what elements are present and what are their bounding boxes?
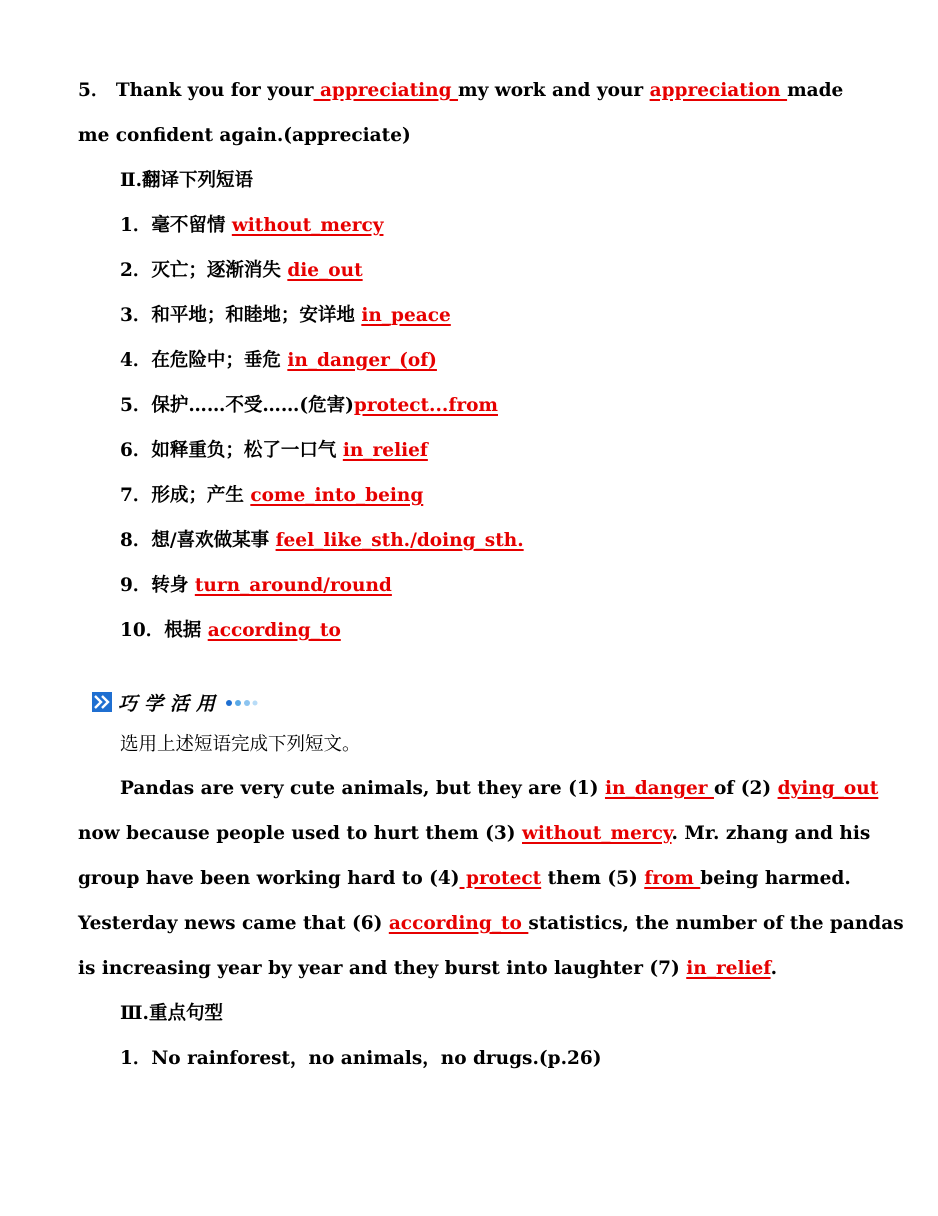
phrase-item (120, 256, 363, 286)
phrase-item (120, 301, 451, 331)
chinese-phrase: 想/喜欢做某事 (151, 530, 276, 551)
blank-2: dying_out (777, 778, 879, 799)
phrase-item (120, 211, 383, 241)
item-5-line-1 (78, 76, 844, 106)
english-answer: in_relief (342, 440, 428, 461)
phrase-item (120, 526, 524, 556)
sentence-text: Thank you for your (115, 80, 314, 101)
chinese-phrase: 毫不留情 (151, 215, 232, 236)
passage-text: Yesterday news came that (6) (78, 913, 383, 934)
item-number: 9． (120, 575, 152, 596)
chinese-phrase: 根据 (164, 620, 208, 641)
item-5-line-2: me confident again.(appreciate) (78, 125, 411, 146)
chinese-phrase: 灭亡；逐渐消失 (151, 260, 288, 281)
sentence-text: No rainforest，no animals，no drugs.(p.26) (151, 1048, 602, 1069)
english-answer: in_peace (361, 305, 451, 326)
dots-icon (224, 696, 260, 708)
blank-6: according_to (388, 913, 529, 934)
passage-text: . (770, 958, 778, 979)
chinese-phrase: 在危险中；垂危 (151, 350, 288, 371)
phrase-item (120, 346, 437, 376)
item-number: 7． (120, 485, 152, 506)
english-answer: in_danger_(of) (287, 350, 437, 371)
item-number: 2． (120, 260, 152, 281)
english-answer: protect...from (353, 395, 498, 416)
item-number: 6． (120, 440, 152, 461)
phrase-item (120, 481, 423, 511)
section-heading-2: Ⅱ.翻译下列短语 (120, 170, 254, 191)
chinese-phrase: 和平地；和睦地；安详地 (151, 305, 362, 326)
passage-text: . Mr. zhang and his (671, 823, 871, 844)
passage-line-1 (78, 774, 879, 804)
phrase-item (120, 391, 498, 421)
passage-text: being harmed. (700, 868, 851, 889)
english-answer: feel_like_sth./doing_sth. (275, 530, 524, 551)
passage-line-3 (78, 864, 851, 894)
chinese-phrase: 转身 (151, 575, 195, 596)
chinese-phrase: 如释重负；松了一口气 (151, 440, 343, 461)
sentence-text: made (787, 80, 844, 101)
banner-title: 巧学活用 (118, 692, 223, 715)
double-chevron-icon (92, 692, 112, 712)
item-number: 1． (120, 215, 152, 236)
blank-1: in_danger (604, 778, 714, 799)
passage-line-5 (78, 954, 938, 984)
passage-text: Pandas are very cute animals, but they are (1) (120, 778, 599, 799)
passage-line-2 (78, 819, 871, 849)
passage-text: them (5) (547, 868, 638, 889)
passage-text: group have been working hard to (4) (78, 868, 460, 889)
english-answer: turn_around/round (194, 575, 392, 596)
passage-text: now because people used to hurt them (3) (78, 823, 516, 844)
key-sentence-1 (120, 1044, 602, 1074)
instruction-text: 选用上述短语完成下列短文。 (120, 734, 361, 755)
item-number: 8． (120, 530, 152, 551)
english-answer: without_mercy (231, 215, 384, 236)
english-answer: come_into_being (250, 485, 424, 506)
passage-text: (2) (740, 778, 772, 799)
item-number: 1． (120, 1048, 152, 1069)
chinese-phrase: 形成；产生 (151, 485, 251, 506)
item-number: 3． (120, 305, 152, 326)
blank-4: protect (459, 868, 542, 889)
passage-line-4 (78, 909, 904, 939)
blank-5: from (644, 868, 701, 889)
item-number: 5． (120, 395, 152, 416)
english-answer: die_out (287, 260, 363, 281)
blank-7: in_relief (686, 958, 771, 979)
practice-banner (92, 688, 260, 716)
answer-blank: appreciation (649, 80, 788, 101)
english-answer: according_to (207, 620, 341, 641)
phrase-item (120, 571, 392, 601)
chinese-phrase: 保护……不受……(危害) (151, 395, 354, 416)
answer-blank: appreciating (313, 80, 458, 101)
passage-text: statistics, the number of the pandas (528, 913, 904, 934)
item-number: 5． (78, 80, 110, 101)
sentence-text: my work and your (458, 80, 644, 101)
item-number: 4． (120, 350, 152, 371)
passage-text: of (713, 778, 735, 799)
section-heading-3: Ⅲ.重点句型 (120, 1003, 223, 1024)
phrase-item (120, 436, 428, 466)
blank-3: without_mercy (522, 823, 672, 844)
phrase-item (120, 616, 341, 646)
passage-text: is increasing year by year and they burst into laughter (7) (78, 958, 680, 979)
item-number: 10． (120, 620, 165, 641)
